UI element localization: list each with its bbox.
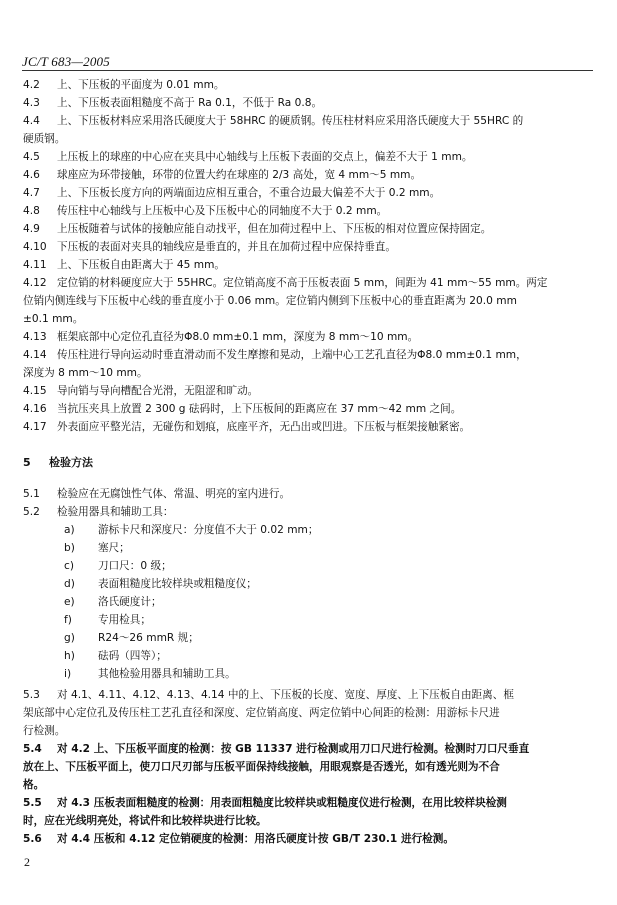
clause-4-17: 4.17 外表面应平整光洁，无碰伤和划痕，底座平齐，无凸出或凹进。下压板与框架接触紧密。 <box>23 421 471 433</box>
clause-4-9: 4.9 上压板随着与试体的接触应能自动找平，但在加荷过程中上、下压板的相对位置应保持固定。 <box>23 223 492 235</box>
document-code-header: JC/T 683—2005 <box>22 54 110 69</box>
list-item: i) 其他检验用器具和辅助工具。 <box>64 668 236 680</box>
clause-5-4: 5.4 对 4.2 上、下压板平面度的检测：按 GB 11337 进行检测或用刀口尺进行检测。检测时刀口尺垂直 <box>23 743 530 755</box>
clause-4-2: 4.2 上、下压板的平面度为 0.01 mm。 <box>23 79 225 91</box>
clause-5-5: 5.5 对 4.3 压板表面粗糙度的检测：用表面粗糙度比较样块或粗糙度仪进行检测，在用比较样块检测 <box>23 797 507 809</box>
clause-4-15: 4.15 导向销与导向槽配合光滑，无阻涩和旷动。 <box>23 385 259 397</box>
clause-4-13: 4.13 框架底部中心定位孔直径为Φ8.0 mm±0.1 mm，深度为 8 mm～10 mm。 <box>23 331 419 343</box>
clause-4-8: 4.8 传压柱中心轴线与上压板中心及下压板中心的同轴度不大于 0.2 mm。 <box>23 205 388 217</box>
clause-4-6: 4.6 球座应为环带接触，环带的位置大约在球座的 2/3 高处，宽 4 mm～5 mm。 <box>23 169 422 181</box>
clause-5-3-cont1: 架底部中心定位孔及传压柱工艺孔直径和深度、定位销高度、两定位销中心间距的检测：用游标卡尺进 <box>23 707 500 719</box>
clause-4-12: 4.12 定位销的材料硬度应大于 55HRC。定位销高度不高于压板表面 5 mm，间距为 41 mm～55 mm。两定 <box>23 277 548 289</box>
clause-4-16: 4.16 当抗压夹具上放置 2 300 g 砝码时，上下压板间的距离应在 37 mm～42 mm 之间。 <box>23 403 462 415</box>
section-5-heading: 5 检验方法 <box>23 456 93 469</box>
list-item: c) 刀口尺：0 级； <box>64 560 172 572</box>
clause-4-5: 4.5 上压板上的球座的中心应在夹具中心轴线与上压板下表面的交点上，偏差不大于 1 mm。 <box>23 151 473 163</box>
clause-5-3-cont2: 行检测。 <box>23 725 66 737</box>
list-item: b) 塞尺； <box>64 542 130 554</box>
clause-5-3: 5.3 对 4.1、4.11、4.12、4.13、4.14 中的上、下压板的长度、宽度、厚度、上下压板自由距离、框 <box>23 689 514 701</box>
clause-5-2: 5.2 检验用器具和辅助工具： <box>23 506 174 518</box>
clause-5-1: 5.1 检验应在无腐蚀性气体、常温、明亮的室内进行。 <box>23 488 291 500</box>
clause-5-4-cont2: 格。 <box>23 779 45 791</box>
list-item: h) 砝码（四等）； <box>64 650 167 662</box>
clause-4-11: 4.11 上、下压板自由距离大于 45 mm。 <box>23 259 225 271</box>
clause-4-12-cont2: ±0.1 mm。 <box>23 313 84 325</box>
clause-4-3: 4.3 上、下压板表面粗糙度不高于 Ra 0.1，不低于 Ra 0.8。 <box>23 97 323 109</box>
list-item: g) R24～26 mmR 规； <box>64 632 199 644</box>
clause-5-4-cont1: 放在上、下压板平面上，使刀口尺刃部与压板平面保持线接触，用眼观察是否透光，如有透光则为不合 <box>23 761 500 773</box>
clause-4-12-cont1: 位销内侧连线与下压板中心线的垂直度小于 0.06 mm。定位销内侧到下压板中心的垂直距离为 20.0 mm <box>23 295 517 307</box>
list-item: e) 洛氏硬度计； <box>64 596 162 608</box>
clause-5-5-cont: 时，应在光线明亮处，将试件和比较样块进行比较。 <box>23 815 267 827</box>
clause-4-14-cont: 深度为 8 mm～10 mm。 <box>23 367 148 379</box>
clause-5-6: 5.6 对 4.4 压板和 4.12 定位销硬度的检测：用洛氏硬度计按 GB/T 230.1 进行检测。 <box>23 833 454 845</box>
clause-4-7: 4.7 上、下压板长度方向的两端面边应相互重合，不重合边最大偏差不大于 0.2 mm。 <box>23 187 441 199</box>
list-item: a) 游标卡尺和深度尺：分度值不大于 0.02 mm； <box>64 524 319 536</box>
header-rule <box>22 70 593 71</box>
list-item: d) 表面粗糙度比较样块或粗糙度仪； <box>64 578 257 590</box>
clause-4-4: 4.4 上、下压板材料应采用洛氏硬度大于 58HRC 的硬质钢。传压柱材料应采用洛氏硬度大于 55HRC 的 <box>23 115 524 127</box>
clause-4-4-cont: 硬质钢。 <box>23 133 66 145</box>
clause-4-14: 4.14 传压柱进行导向运动时垂直滑动而不发生摩擦和晃动，上端中心工艺孔直径为Φ8.0 mm±0.1 mm， <box>23 349 527 361</box>
list-item: f) 专用检具； <box>64 614 151 626</box>
page-number: 2 <box>24 855 30 869</box>
clause-4-10: 4.10 下压板的表面对夹具的轴线应是垂直的，并且在加荷过程中应保持垂直。 <box>23 241 396 253</box>
